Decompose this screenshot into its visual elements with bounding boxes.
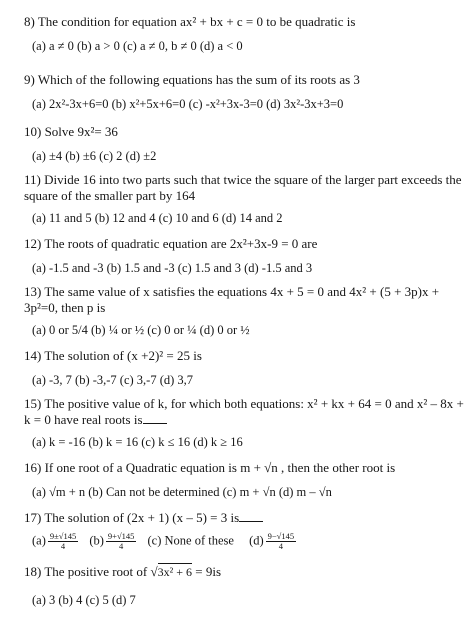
- option-b-numerator: 9+√145: [107, 531, 135, 541]
- question-18-stem: 18) The positive root of: [24, 564, 148, 579]
- question-14: 14) The solution of (x +2)² = 25 is: [24, 348, 202, 363]
- option-b-label: (b): [89, 533, 104, 548]
- option-b-fraction: [106, 532, 136, 551]
- option-a-fraction: [48, 532, 78, 551]
- question-18-options: (a) 3 (b) 4 (c) 5 (d) 7: [32, 593, 136, 607]
- option-a-label: (a): [32, 533, 46, 548]
- question-10: 10) Solve 9x²= 36: [24, 124, 118, 139]
- question-8-options: (a) a ≠ 0 (b) a > 0 (c) a ≠ 0, b ≠ 0 (d) a < 0: [32, 39, 243, 53]
- question-17-options: [32, 532, 298, 551]
- question-17: [24, 510, 464, 526]
- option-c-label: (c) None of these: [147, 533, 234, 548]
- question-12: 12) The roots of quadratic equation are 2x²+3x-9 = 0 are: [24, 236, 318, 251]
- question-16-options: (a) √m + n (b) Can not be determined (c) m + √n (d) m – √n: [32, 485, 332, 499]
- sqrt-symbol: √: [150, 564, 158, 579]
- option-a-denominator: 4: [60, 541, 66, 551]
- question-18: [24, 564, 464, 580]
- question-15-options: (a) k = -16 (b) k = 16 (c) k ≤ 16 (d) k ≥ 16: [32, 435, 243, 449]
- question-11: 11) Divide 16 into two parts such that twice the square of the larger part exceeds the square of the smaller part by 164: [24, 172, 462, 203]
- question-9: 9) Which of the following equations has the sum of its roots as 3: [24, 72, 360, 87]
- question-10-options: (a) ±4 (b) ±6 (c) 2 (d) ±2: [32, 149, 157, 163]
- question-14-options: (a) -3, 7 (b) -3,-7 (c) 3,-7 (d) 3,7: [32, 373, 194, 387]
- question-13-options: (a) 0 or 5/4 (b) ¼ or ½ (c) 0 or ¼ (d) 0 or ½: [32, 323, 250, 337]
- option-b-denominator: 4: [119, 541, 124, 551]
- answer-blank: [143, 412, 167, 424]
- option-a-numerator: 9±√145: [49, 531, 77, 541]
- question-8: 8) The condition for equation ax² + bx + c = 0 to be quadratic is: [24, 14, 356, 29]
- question-15: [24, 396, 464, 428]
- option-d-denominator: 4: [278, 541, 283, 551]
- question-15-stem: 15) The positive value of k, for which both equations: x² + kx + 64 = 0 and x² – 8x + k = 0 have real roots is: [24, 396, 464, 427]
- question-18-stem-end: = 9is: [195, 564, 222, 579]
- question-12-options: (a) -1.5 and -3 (b) 1.5 and -3 (c) 1.5 and 3 (d) -1.5 and 3: [32, 261, 313, 275]
- answer-blank: [239, 510, 263, 522]
- option-d-fraction: [266, 532, 296, 551]
- option-d-numerator: 9−√145: [267, 531, 295, 541]
- question-11-options: (a) 11 and 5 (b) 12 and 4 (c) 10 and 6 (d) 14 and 2: [32, 211, 283, 225]
- option-d-label: (d): [249, 533, 264, 548]
- radicand: 3x² + 6: [157, 565, 193, 579]
- question-17-stem: 17) The solution of (2x + 1) (x – 5) = 3 is: [24, 510, 240, 525]
- question-13: 13) The same value of x satisfies the equations 4x + 5 = 0 and 4x² + (5 + 3p)x + 3p²=0, then p is: [24, 284, 440, 315]
- question-16: 16) If one root of a Quadratic equation is m + √n , then the other root is: [24, 460, 396, 475]
- question-9-options: (a) 2x²-3x+6=0 (b) x²+5x+6=0 (c) -x²+3x-3=0 (d) 3x²-3x+3=0: [32, 97, 344, 111]
